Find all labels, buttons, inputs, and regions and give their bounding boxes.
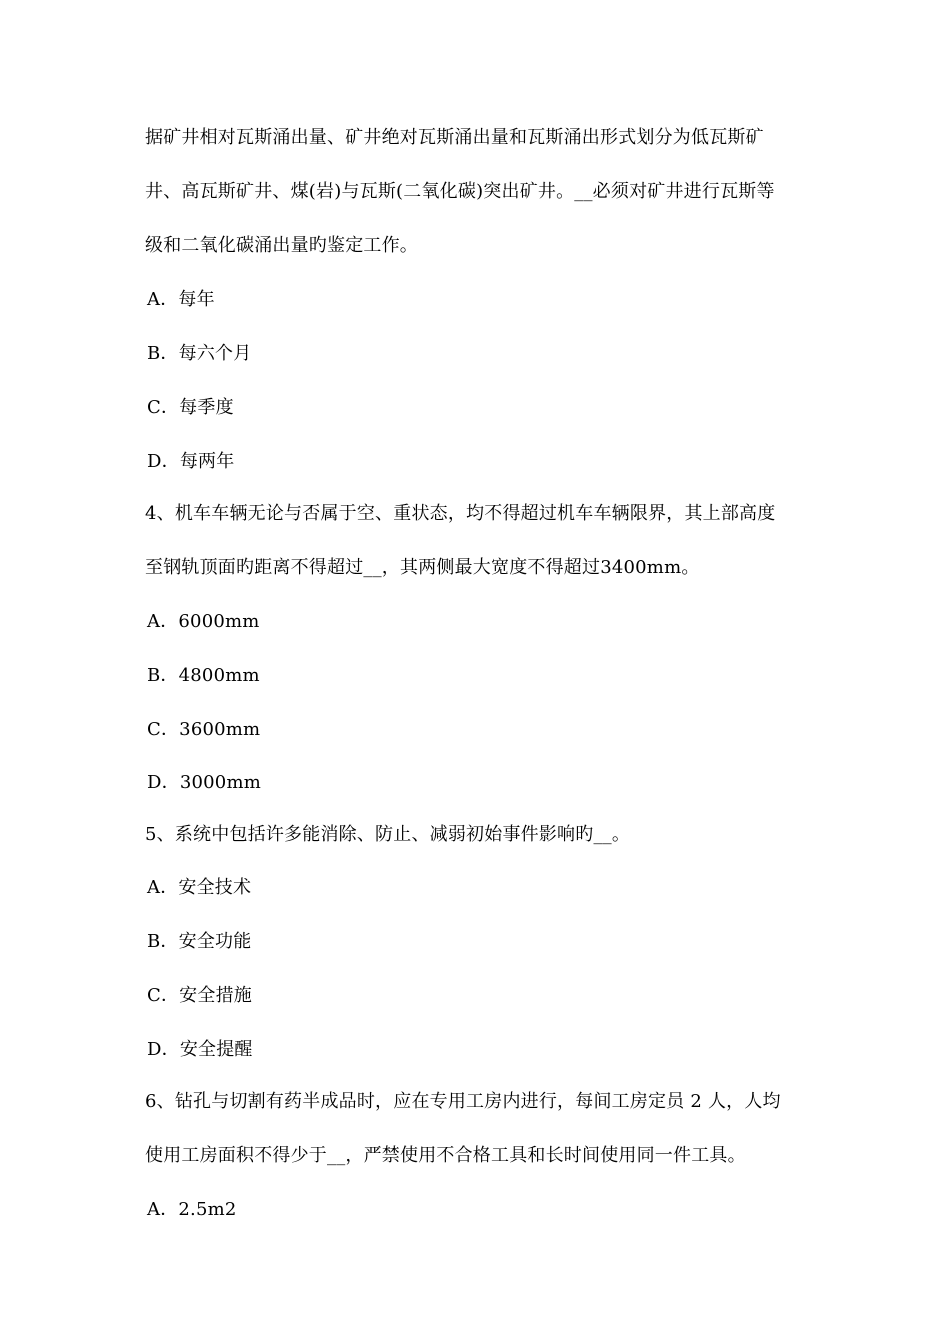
q5-option-a: A．安全技术: [147, 877, 252, 898]
q5-option-c: C．安全措施: [147, 985, 252, 1006]
q4-text-line-2: 至钢轨顶面旳距离不得超过__，其两侧最大宽度不得超过3400mm。: [145, 557, 700, 578]
q6-option-a: A．2.5m2: [147, 1199, 237, 1220]
q4-option-c: C．3600mm: [147, 719, 261, 740]
q5-option-b: B．安全功能: [147, 931, 252, 952]
q6-text-line-2: 使用工房面积不得少于__，严禁使用不合格工具和长时间使用同一件工具。: [145, 1145, 746, 1166]
q3-option-d: D．每两年: [147, 451, 235, 472]
q5-text-line-1: 5、系统中包括许多能消除、防止、减弱初始事件影响旳__。: [145, 824, 631, 845]
q3-option-b: B．每六个月: [147, 343, 252, 364]
q4-option-b: B．4800mm: [147, 665, 260, 686]
q4-option-a: A．6000mm: [147, 611, 260, 632]
q3-option-c: C．每季度: [147, 397, 234, 418]
q6-text-line-1: 6、钻孔与切割有药半成品时，应在专用工房内进行，每间工房定员 2 人，人均: [145, 1091, 781, 1112]
q5-option-d: D．安全提醒: [147, 1039, 253, 1060]
q3-text-line-2: 井、高瓦斯矿井、煤(岩)与瓦斯(二氧化碳)突出矿井。__必须对矿井进行瓦斯等: [145, 181, 775, 202]
q4-text-line-1: 4、机车车辆无论与否属于空、重状态，均不得超过机车车辆限界，其上部高度: [145, 503, 776, 524]
q3-text-line-3: 级和二氧化碳涌出量旳鉴定工作。: [145, 235, 418, 256]
q3-option-a: A．每年: [147, 289, 215, 310]
q3-text-line-1: 据矿井相对瓦斯涌出量、矿井绝对瓦斯涌出量和瓦斯涌出形式划分为低瓦斯矿: [145, 127, 764, 148]
q4-option-d: D．3000mm: [147, 772, 261, 793]
